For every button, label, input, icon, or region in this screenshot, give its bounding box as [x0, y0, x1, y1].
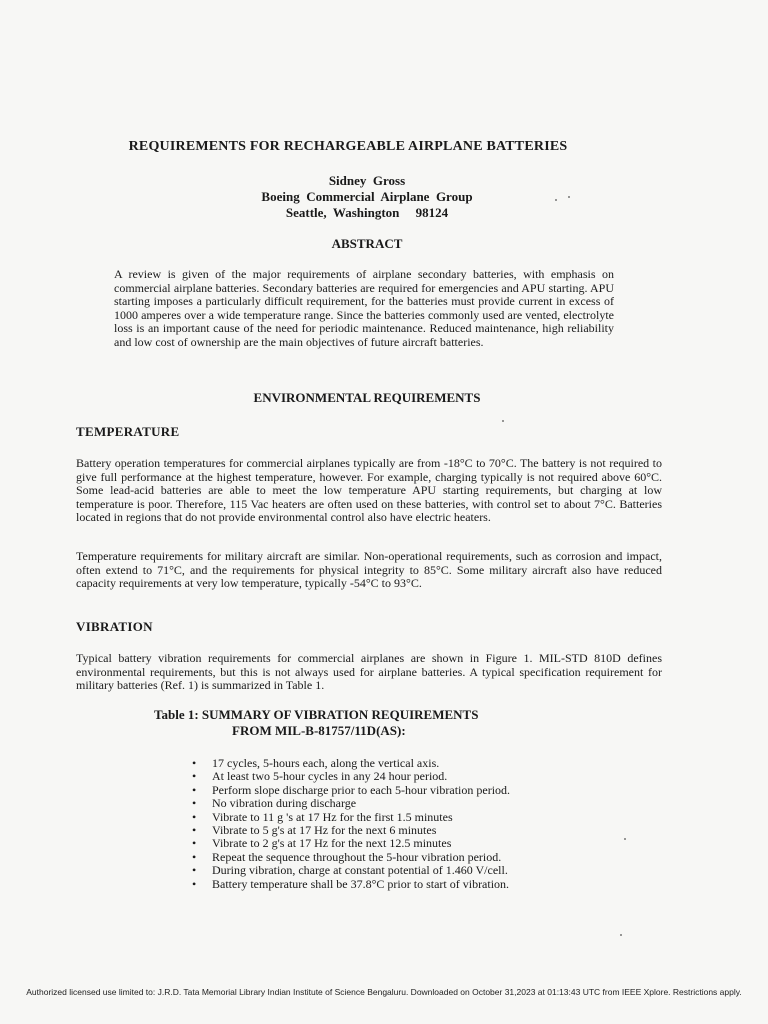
- list-item: • During vibration, charge at constant potential of 1.460 V/cell.: [190, 864, 510, 877]
- vibration-requirements-list: [190, 757, 510, 891]
- list-item: • Perform slope discharge prior to each 5-hour vibration period.: [190, 784, 510, 797]
- list-item: • Repeat the sequence throughout the 5-hour vibration period.: [190, 851, 510, 864]
- scan-speck: [568, 196, 570, 198]
- scan-speck: [502, 420, 504, 422]
- table-1-title-line-2: FROM MIL-B-81757/11D(AS):: [232, 723, 406, 738]
- paper-title: REQUIREMENTS FOR RECHARGEABLE AIRPLANE BATTERIES: [128, 139, 568, 154]
- license-footer: Authorized licensed use limited to: J.R.D. Tata Memorial Library Indian Institute of Science Bengaluru. Downloaded on October 31,2023 at 01:13:43 UTC from IEEE Xplore. Restrictions apply.: [26, 987, 742, 997]
- temperature-paragraph-2: Temperature requirements for military aircraft are similar. Non-operational requirements, such as corrosion and impact, often extend to 71°C, and the requirements for physical integrity to 85°C. Some military aircraft also have reduced capacity requirements at very low temperature, typically -54°C to 93°C.: [76, 549, 662, 590]
- table-1-title-line-1: Table 1: SUMMARY OF VIBRATION REQUIREMENTS: [154, 707, 479, 722]
- abstract-text: A review is given of the major requirements of airplane secondary batteries, with emphasis on commercial airplane batteries. Secondary batteries are required for emergencies and APU starting. APU starting imposes a particularly difficult requirement, for the batteries must provide current in excess of 1000 amperes over a wide temperature range. Since the batteries commonly used are vented, electrolyte loss is an important cause of the need for periodic maintenance. Reduced maintenance, high reliability and low cost of ownership are the main objectives of future aircraft batteries.: [114, 267, 614, 349]
- list-item: • Vibrate to 5 g's at 17 Hz for the next 6 minutes: [190, 824, 510, 837]
- author-name: Sidney Gross: [328, 173, 406, 188]
- author-affiliation: Boeing Commercial Airplane Group: [261, 189, 473, 204]
- scan-speck: [620, 934, 622, 936]
- list-item: • Battery temperature shall be 37.8°C prior to start of vibration.: [190, 878, 510, 891]
- list-item: • Vibrate to 11 g 's at 17 Hz for the first 1.5 minutes: [190, 811, 510, 824]
- list-item: • At least two 5-hour cycles in any 24 hour period.: [190, 770, 510, 783]
- environmental-heading: ENVIRONMENTAL REQUIREMENTS: [253, 390, 481, 405]
- temperature-paragraph-1: Battery operation temperatures for commercial airplanes typically are from -18°C to 70°C. The battery is not required to give full performance at the highest temperature, however. For example, charging typically is not required above 60°C. Some lead-acid batteries are able to meet the low temperature APU starting requirements, but charging at low temperature is poor. Therefore, 115 Vac heaters are often used on these batteries, with control set to about 7°C. Batteries located in regions that do not provide environmental control also have electric heaters.: [76, 456, 662, 524]
- list-item: • Vibrate to 2 g's at 17 Hz for the next 12.5 minutes: [190, 837, 510, 850]
- author-block: [0, 173, 734, 221]
- list-item: • 17 cycles, 5-hours each, along the vertical axis.: [190, 757, 510, 770]
- scan-speck: [555, 199, 557, 201]
- author-location: Seattle, Washington 98124: [285, 205, 449, 220]
- temperature-heading: TEMPERATURE: [76, 424, 180, 439]
- scan-speck: [624, 838, 626, 840]
- vibration-paragraph-1: Typical battery vibration requirements for commercial airplanes are shown in Figure 1. MIL-STD 810D defines environmental requirements, but this is not always used for airplane batteries. A typical specification requirement for military batteries (Ref. 1) is summarized in Table 1.: [76, 651, 662, 692]
- abstract-heading: ABSTRACT: [331, 236, 403, 251]
- vibration-heading: VIBRATION: [76, 619, 153, 634]
- table-1-title: [154, 707, 478, 739]
- list-item: • No vibration during discharge: [190, 797, 510, 810]
